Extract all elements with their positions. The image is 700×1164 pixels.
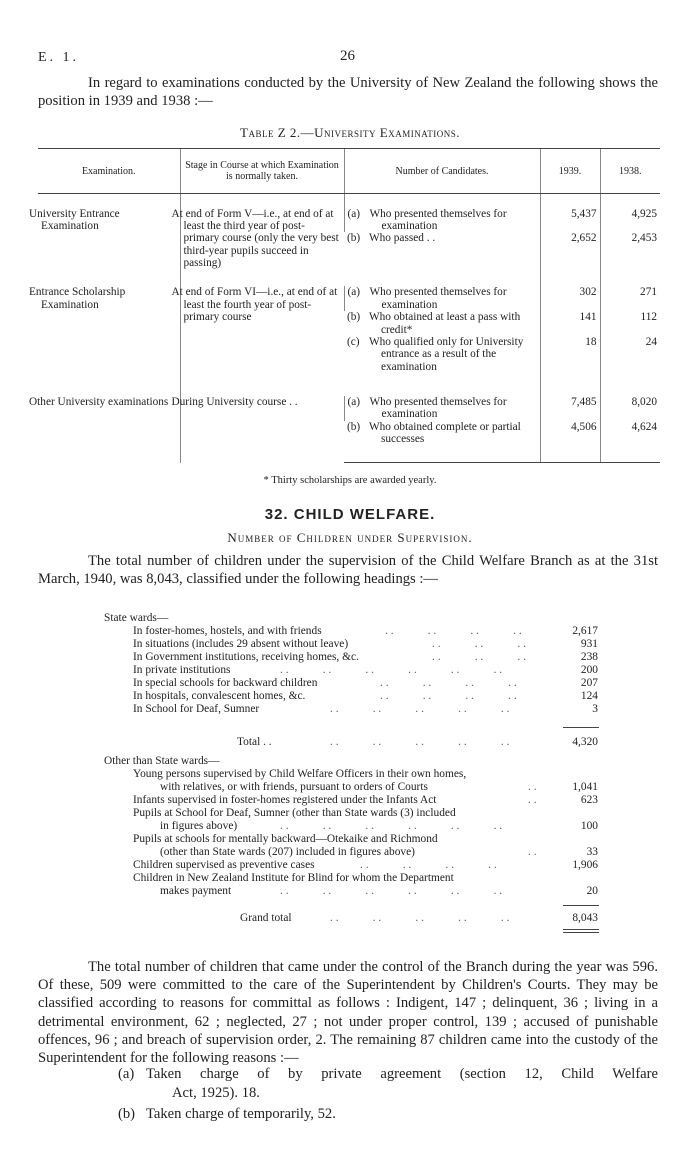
exam-stage: At end of Form V—i.e., at end of at least the third year of post-primary course (only the very best third-year pupils succeed in passing) (180, 208, 344, 287)
item-label-line1: Young persons supervised by Child Welfare Officers in their own homes, (133, 768, 467, 780)
item-label-line2: in figures above) (160, 820, 238, 832)
closing-paragraph: The total number of children that came under the control of the Branch during the year was 596. Of these, 509 were committed to the care of the Superintendent by Children's Courts. They may be classified according to reasons for committal as follows : Indigent, 147 ; delinquent, 36 ; living in a detrimental environment, 62 ; neglected, 27 ; not under proper control, 139 ; accused of punishable offences, 96 ; and breach of supervision order, 2. The remaining 87 children came into the custody of the Superintendent for the following reasons :— (38, 959, 658, 1067)
section-subheading: Number of Children under Supervision. (227, 530, 473, 545)
item-text: Who obtained complete or partial successes (369, 420, 521, 446)
value-1939: 4,506 (540, 421, 600, 463)
page-number: 26 (340, 48, 355, 64)
table-row (38, 286, 660, 311)
reason-label: (b) (118, 1106, 136, 1122)
value-1938: 112 (600, 311, 660, 336)
value-1938: 2,453 (600, 232, 660, 286)
value-1939: 18 (540, 336, 600, 396)
item-label: (c) (347, 335, 360, 348)
item-label-line2: (other than State wards (207) included in figures above) (160, 846, 415, 858)
value-1939: 2,652 (540, 232, 600, 286)
leader-dots: . . . . . . (432, 638, 526, 650)
value-1939: 5,437 (540, 208, 600, 233)
value-1938: 4,624 (600, 421, 660, 463)
total-label: Total . . (237, 736, 272, 748)
grand-total-value: 8,043 (572, 912, 598, 924)
reason-text-continued: Act, 1925). 18. (172, 1085, 260, 1101)
exam-stage: During University course . . (180, 396, 344, 463)
item-text: Who presented themselves for examination (369, 395, 507, 421)
leader-dots: . . . . . . . . . . . . (280, 664, 503, 676)
item-value: 931 (580, 638, 598, 650)
item-label-line1: Children supervised as preventive cases (133, 859, 315, 871)
value-1938: 271 (600, 286, 660, 311)
leader-dots: . . . . . . . . (360, 859, 497, 871)
leader-dots: . . . . . . . . . . (330, 736, 510, 748)
leader-dots: . . . . . . . . . . . . (280, 820, 503, 832)
item-label: (a) (347, 207, 361, 220)
exam-name: University Entrance Examination (29, 207, 120, 232)
subtotal-rule (563, 727, 599, 728)
item-value: 1,906 (572, 859, 598, 871)
item-label-line2: with relatives, or with friends, pursuant to orders of Courts (160, 781, 428, 793)
header-1939: 1939. (540, 149, 600, 194)
item-label: (b) (347, 232, 361, 245)
value-1938: 4,925 (600, 208, 660, 233)
leader-dots: . . . . . . . . . . (330, 703, 510, 715)
leader-dots: . . . . . . . . . . . . (280, 885, 503, 897)
item-text: Who presented themselves for examination (369, 207, 507, 232)
item-value: 207 (580, 677, 598, 689)
total-value: 4,320 (572, 736, 598, 748)
grand-total-rule (563, 905, 599, 906)
item-value: 33 (586, 846, 598, 858)
item-label: In Government institutions, receiving homes, &c. (133, 651, 359, 663)
item-value: 3 (592, 703, 598, 715)
reason-label: (a) (118, 1066, 135, 1082)
table-row (38, 208, 660, 233)
item-value: 124 (580, 690, 598, 702)
item-label-line2: makes payment (160, 885, 232, 897)
item-value: 20 (586, 885, 598, 897)
table-caption (0, 125, 700, 141)
leader-dots: . . . . . . . . . . (330, 912, 510, 924)
item-label: In private institutions (133, 664, 231, 676)
exam-stage: At end of Form VI—i.e., at end of at least the fourth year of post-primary course (180, 286, 344, 396)
item-label: In hospitals, convalescent homes, &c. (133, 690, 306, 702)
value-1939: 302 (540, 286, 600, 311)
value-1938: 24 (600, 336, 660, 396)
item-value: 2,617 (572, 625, 598, 637)
item-label: (b) (347, 311, 361, 324)
item-label: In special schools for backward children (133, 677, 318, 689)
leader-dots: . . . . . . . . (385, 625, 522, 637)
table-header-row (38, 149, 660, 194)
exam-name: Entrance Scholarship Examination (29, 286, 126, 311)
section-title: 32. CHILD WELFARE. (264, 506, 436, 523)
header-examination: Examination. (38, 149, 180, 194)
welfare-intro-paragraph: The total number of children under the supervision of the Child Welfare Branch as at the 31st March, 1940, was 8,043, classified under the following headings :— (38, 553, 658, 587)
leader-dots: . . (528, 846, 537, 858)
item-label: In foster-homes, hostels, and with friends (133, 625, 322, 637)
item-label: In School for Deaf, Sumner (133, 703, 260, 715)
state-wards-heading: State wards— (104, 612, 169, 624)
item-label-line1: Pupils at School for Deaf, Sumner (other than State wards (3) included (133, 807, 456, 819)
item-label-line1: Pupils at schools for mentally backward—Otekaike and Richmond (133, 833, 438, 845)
item-text: Who presented themselves for examination (369, 286, 507, 311)
leader-dots: . . (528, 781, 537, 793)
grand-total-label: Grand total (240, 912, 292, 924)
leader-dots: . . . . . . . . (380, 677, 517, 689)
reason-text: Taken charge of by private agreement (section 12, Child Welfare (146, 1066, 658, 1082)
value-1938: 8,020 (600, 396, 660, 421)
item-value: 1,041 (572, 781, 598, 793)
table-row (38, 396, 660, 421)
grand-total-underline (563, 929, 599, 930)
item-text: Who qualified only for University entrance as a result of the examination (369, 335, 524, 373)
reason-text: Taken charge of temporarily, 52. (146, 1106, 336, 1122)
item-label: In situations (includes 29 absent without leave) (133, 638, 349, 650)
table-caption-prefix: Table Z 2.— (240, 125, 315, 140)
table-footnote: * Thirty scholarships are awarded yearly. (263, 475, 437, 486)
leader-dots: . . . . . . . . (380, 690, 517, 702)
item-value: 200 (580, 664, 598, 676)
item-value: 623 (580, 794, 598, 806)
other-wards-heading: Other than State wards— (104, 755, 220, 767)
item-value: 100 (580, 820, 598, 832)
grand-total-underline-2 (563, 932, 599, 933)
item-text: Who obtained at least a pass with credit* (369, 311, 521, 336)
item-label: (a) (347, 286, 361, 299)
item-value: 238 (580, 651, 598, 663)
intro-paragraph: In regard to examinations conducted by the University of New Zealand the following shows the position in 1939 and 1938 :— (38, 75, 658, 109)
value-1939: 7,485 (540, 396, 600, 421)
value-1939: 141 (540, 311, 600, 336)
table-caption-title: University Examinations. (314, 125, 460, 140)
item-label: (b) (347, 420, 361, 433)
header-stage: Stage in Course at which Examination is normally taken. (180, 149, 344, 194)
university-examinations-table (29, 148, 660, 463)
leader-dots: . . (528, 794, 537, 806)
header-candidates: Number of Candidates. (344, 149, 540, 194)
item-text: Who passed . . (369, 232, 436, 245)
document-code: E. 1. (38, 50, 80, 65)
item-label: (a) (347, 395, 361, 408)
header-1938: 1938. (600, 149, 660, 194)
item-label-line1: Children in New Zealand Institute for Blind for whom the Department (133, 872, 454, 884)
item-label-line1: Infants supervised in foster-homes registered under the Infants Act (133, 794, 437, 806)
exam-name: Other University examinations (29, 395, 169, 408)
leader-dots: . . . . . . (432, 651, 526, 663)
